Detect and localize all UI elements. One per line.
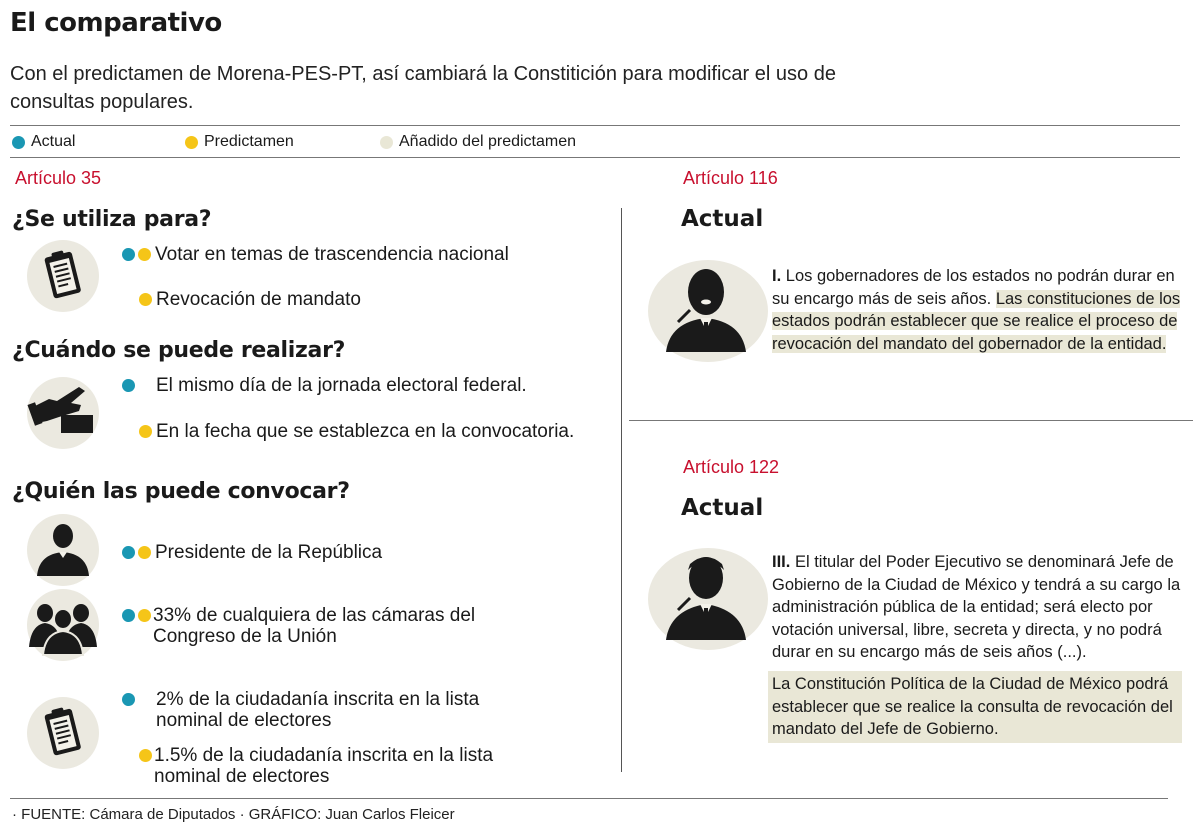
list-item: 33% de cualquiera de las cámaras del Congreso de la Unión bbox=[122, 605, 522, 647]
list-item: Revocación de mandato bbox=[139, 289, 361, 310]
article-116-label: Artículo 116 bbox=[683, 168, 778, 188]
dot-predictamen-icon bbox=[138, 546, 151, 559]
president-icon bbox=[27, 514, 99, 586]
article-116-added: Las constituciones de los estados podrán establecer que se realice el proceso de revocación del mandato del gobernador de la entidad. bbox=[772, 289, 1181, 353]
list-item: 1.5% de la ciudadanía inscrita en la lista nominal de electores bbox=[139, 745, 539, 787]
divider-right bbox=[629, 420, 1193, 421]
dot-predictamen-icon bbox=[139, 293, 152, 306]
clipboard-icon bbox=[27, 240, 99, 312]
legend-actual: Actual bbox=[12, 133, 75, 151]
list-item: 2% de la ciudadanía inscrita en la lista nominal de electores bbox=[122, 689, 522, 731]
dot-actual-icon bbox=[122, 693, 135, 706]
head-of-government-icon bbox=[648, 548, 768, 650]
dot-predictamen-icon bbox=[139, 425, 152, 438]
legend-anadido: Añadido del predictamen bbox=[380, 133, 576, 151]
dot-predictamen-icon bbox=[138, 609, 151, 622]
article-122-text: El titular del Poder Ejecutivo se denominará Jefe de Gobierno de la Ciudad de México y tendrá a su cargo la administración pública de la entidad; será electo por votación universal, libre, secreta y directa, y no podrá durar en su encargo más de seis años (...). bbox=[772, 553, 1181, 661]
list-item: En la fecha que se establezca en la convocatoria. bbox=[139, 421, 574, 442]
divider-legend bbox=[10, 157, 1180, 158]
dot-actual-icon bbox=[122, 609, 135, 622]
dot-actual-icon bbox=[12, 136, 25, 149]
question-quien: ¿Quién las puede convocar? bbox=[12, 479, 350, 504]
article-122-label: Artículo 122 bbox=[683, 457, 780, 477]
dot-actual-icon bbox=[122, 379, 135, 392]
dot-predictamen-icon bbox=[139, 749, 152, 762]
article-116-paragraph: I. Los gobernadores de los estados no podrán durar en su encargo más de seis años. Las constituciones de los estados podrán establecer que se realice el proceso de revocación del mandato del gobernador de la entidad. bbox=[772, 267, 1181, 353]
list-item: Presidente de la República bbox=[122, 542, 382, 563]
dot-actual-icon bbox=[122, 248, 135, 261]
question-uso: ¿Se utiliza para? bbox=[12, 207, 212, 232]
dot-predictamen-icon bbox=[185, 136, 198, 149]
page-title: El comparativo bbox=[10, 8, 222, 38]
column-divider bbox=[621, 208, 622, 772]
list-item: El mismo día de la jornada electoral federal. bbox=[122, 375, 527, 396]
page-subtitle: Con el predictamen de Morena-PES-PT, así cambiará la Constitición para modificar el uso de consultas populares. bbox=[10, 63, 836, 113]
list-item: Votar en temas de trascendencia nacional bbox=[122, 244, 509, 265]
actual-heading: Actual bbox=[681, 206, 764, 232]
dot-actual-icon bbox=[122, 546, 135, 559]
dot-anadido-icon bbox=[380, 136, 393, 149]
article-122-added: La Constitución Política de la Ciudad de México podrá establecer que se realice la consulta de revocación del mandato del Jefe de Gobierno. bbox=[768, 671, 1182, 743]
divider-bottom bbox=[10, 798, 1168, 799]
congress-group-icon bbox=[27, 589, 99, 661]
divider-top bbox=[10, 125, 1180, 126]
actual-heading: Actual bbox=[681, 495, 764, 521]
legend-predictamen: Predictamen bbox=[185, 133, 294, 151]
question-cuando: ¿Cuándo se puede realizar? bbox=[12, 338, 346, 363]
voting-hand-icon bbox=[27, 377, 99, 449]
clipboard-icon bbox=[27, 697, 99, 769]
article-122-paragraph: III. El titular del Poder Ejecutivo se denominará Jefe de Gobierno de la Ciudad de México y tendrá a su cargo la administración pública de la entidad; será electo por votación universal, libre, secreta y directa, y no podrá durar en su encargo más de seis años (...). bbox=[772, 553, 1181, 661]
article-116-text: Los gobernadores de los estados no podrán durar en su encargo más de seis años. bbox=[772, 267, 1175, 308]
dot-predictamen-icon bbox=[138, 248, 151, 261]
article-35-label: Artículo 35 bbox=[15, 168, 102, 188]
governor-icon bbox=[648, 260, 768, 362]
source-credit: · FUENTE: Cámara de Diputados · GRÁFICO: Juan Carlos Fleicer bbox=[12, 806, 455, 823]
